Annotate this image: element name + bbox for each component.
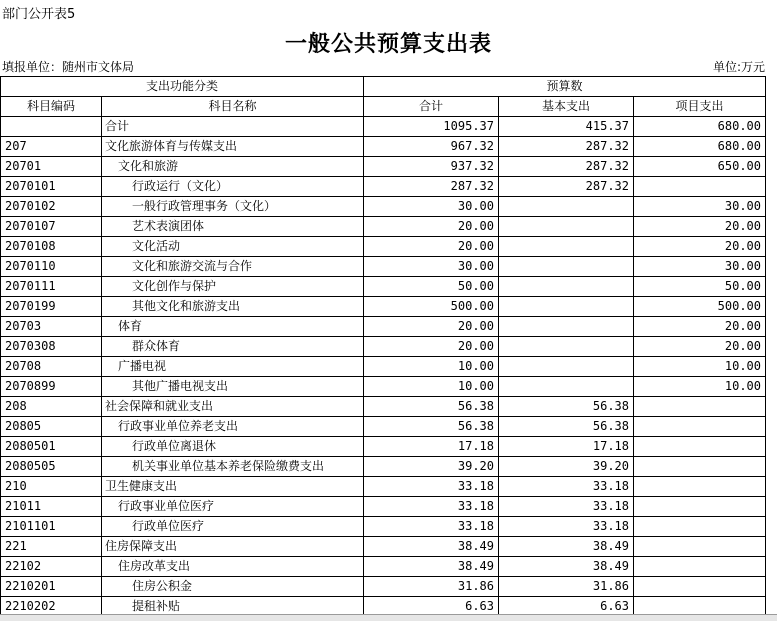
currency-unit: 单位:万元 bbox=[712, 60, 765, 74]
cell-project[interactable]: 10.00 bbox=[634, 357, 766, 377]
cell-code[interactable]: 2070199 bbox=[1, 297, 102, 317]
cell-project[interactable] bbox=[634, 437, 766, 457]
table-row bbox=[1, 417, 766, 437]
cell-name[interactable]: 体育 bbox=[102, 317, 364, 337]
cell-project[interactable] bbox=[634, 537, 766, 557]
reporting-unit: 填报单位：随州市文体局 bbox=[2, 60, 135, 74]
cell-project[interactable] bbox=[634, 577, 766, 597]
cell-project[interactable] bbox=[634, 417, 766, 437]
cell-project[interactable]: 10.00 bbox=[634, 377, 766, 397]
cell-total[interactable]: 20.00 bbox=[364, 337, 499, 357]
cell-code[interactable]: 20703 bbox=[1, 317, 102, 337]
cell-code[interactable]: 2080505 bbox=[1, 457, 102, 477]
cell-code[interactable]: 2070111 bbox=[1, 277, 102, 297]
cell-project[interactable]: 20.00 bbox=[634, 237, 766, 257]
cell-name[interactable]: 群众体育 bbox=[102, 337, 364, 357]
cell-basic[interactable] bbox=[499, 197, 634, 217]
header-name[interactable]: 科目名称 bbox=[102, 97, 364, 117]
cell-code[interactable]: 20701 bbox=[1, 157, 102, 177]
cell-total[interactable]: 287.32 bbox=[364, 177, 499, 197]
cell-name[interactable]: 提租补贴 bbox=[102, 597, 364, 617]
cell-basic[interactable]: 33.18 bbox=[499, 517, 634, 537]
cell-basic[interactable] bbox=[499, 237, 634, 257]
cell-project[interactable] bbox=[634, 457, 766, 477]
budget-table bbox=[0, 76, 766, 617]
cell-name[interactable]: 其他文化和旅游支出 bbox=[102, 297, 364, 317]
cell-basic[interactable] bbox=[499, 377, 634, 397]
cell-project[interactable] bbox=[634, 557, 766, 577]
table-row bbox=[1, 457, 766, 477]
table-row bbox=[1, 557, 766, 577]
cell-code[interactable]: 2080501 bbox=[1, 437, 102, 457]
cell-total[interactable]: 20.00 bbox=[364, 217, 499, 237]
cell-total[interactable]: 20.00 bbox=[364, 237, 499, 257]
cell-total[interactable]: 20.00 bbox=[364, 317, 499, 337]
cell-total[interactable]: 30.00 bbox=[364, 197, 499, 217]
cell-total[interactable]: 33.18 bbox=[364, 477, 499, 497]
cell-project[interactable] bbox=[634, 177, 766, 197]
header-budget-group[interactable]: 预算数 bbox=[364, 77, 766, 97]
cell-name[interactable]: 文化旅游体育与传媒支出 bbox=[102, 137, 364, 157]
table-row bbox=[1, 577, 766, 597]
cell-basic[interactable] bbox=[499, 337, 634, 357]
cell-name[interactable]: 机关事业单位基本养老保险缴费支出 bbox=[102, 457, 364, 477]
cell-basic[interactable]: 38.49 bbox=[499, 537, 634, 557]
cell-basic[interactable]: 56.38 bbox=[499, 417, 634, 437]
cell-name[interactable]: 广播电视 bbox=[102, 357, 364, 377]
cell-total[interactable]: 6.63 bbox=[364, 597, 499, 617]
cell-basic[interactable]: 287.32 bbox=[499, 177, 634, 197]
cell-basic[interactable]: 39.20 bbox=[499, 457, 634, 477]
cell-project[interactable] bbox=[634, 497, 766, 517]
cell-code[interactable]: 208 bbox=[1, 397, 102, 417]
cell-basic[interactable]: 415.37 bbox=[499, 117, 634, 137]
cell-total[interactable]: 56.38 bbox=[364, 397, 499, 417]
table-body bbox=[1, 117, 766, 617]
cell-basic[interactable]: 38.49 bbox=[499, 557, 634, 577]
table-row bbox=[1, 377, 766, 397]
cell-total[interactable]: 30.00 bbox=[364, 257, 499, 277]
cell-project[interactable] bbox=[634, 397, 766, 417]
cell-name[interactable]: 其他广播电视支出 bbox=[102, 377, 364, 397]
table-row bbox=[1, 437, 766, 457]
cell-code[interactable]: 2070101 bbox=[1, 177, 102, 197]
table-row bbox=[1, 337, 766, 357]
cell-code[interactable] bbox=[1, 117, 102, 137]
cell-total[interactable]: 937.32 bbox=[364, 157, 499, 177]
cell-total[interactable]: 967.32 bbox=[364, 137, 499, 157]
cell-total[interactable]: 33.18 bbox=[364, 497, 499, 517]
cell-project[interactable]: 20.00 bbox=[634, 337, 766, 357]
cell-name[interactable]: 住房公积金 bbox=[102, 577, 364, 597]
cell-project[interactable]: 680.00 bbox=[634, 137, 766, 157]
cell-basic[interactable] bbox=[499, 357, 634, 377]
cell-name[interactable]: 卫生健康支出 bbox=[102, 477, 364, 497]
cell-basic[interactable]: 56.38 bbox=[499, 397, 634, 417]
cell-project[interactable]: 680.00 bbox=[634, 117, 766, 137]
cell-code[interactable]: 2210201 bbox=[1, 577, 102, 597]
table-row bbox=[1, 217, 766, 237]
cell-project[interactable] bbox=[634, 477, 766, 497]
cell-name[interactable]: 行政运行（文化） bbox=[102, 177, 364, 197]
cell-total[interactable]: 1095.37 bbox=[364, 117, 499, 137]
corner-label: 部门公开表5 bbox=[2, 7, 76, 22]
table-row bbox=[1, 117, 766, 137]
table-row bbox=[1, 237, 766, 257]
cell-code[interactable]: 20805 bbox=[1, 417, 102, 437]
cell-project[interactable]: 30.00 bbox=[634, 257, 766, 277]
cell-code[interactable]: 207 bbox=[1, 137, 102, 157]
cell-name[interactable]: 一般行政管理事务（文化） bbox=[102, 197, 364, 217]
cell-code[interactable]: 20708 bbox=[1, 357, 102, 377]
header-row-group bbox=[1, 77, 766, 97]
cell-total[interactable]: 17.18 bbox=[364, 437, 499, 457]
table-row bbox=[1, 277, 766, 297]
cell-name[interactable]: 文化和旅游交流与合作 bbox=[102, 257, 364, 277]
cell-project[interactable]: 50.00 bbox=[634, 277, 766, 297]
table-row bbox=[1, 357, 766, 377]
cell-basic[interactable]: 17.18 bbox=[499, 437, 634, 457]
header-code[interactable]: 科目编码 bbox=[1, 97, 102, 117]
table-row bbox=[1, 537, 766, 557]
table-row bbox=[1, 397, 766, 417]
cell-code[interactable]: 2070110 bbox=[1, 257, 102, 277]
cell-code[interactable]: 21011 bbox=[1, 497, 102, 517]
cell-basic[interactable] bbox=[499, 217, 634, 237]
cell-code[interactable]: 22102 bbox=[1, 557, 102, 577]
header-row-columns bbox=[1, 97, 766, 117]
cell-name[interactable]: 文化创作与保护 bbox=[102, 277, 364, 297]
cell-project[interactable] bbox=[634, 517, 766, 537]
cell-project[interactable]: 20.00 bbox=[634, 317, 766, 337]
cell-basic[interactable]: 287.32 bbox=[499, 157, 634, 177]
table-row bbox=[1, 477, 766, 497]
header-basic[interactable]: 基本支出 bbox=[499, 97, 634, 117]
table-row bbox=[1, 137, 766, 157]
cell-project[interactable]: 500.00 bbox=[634, 297, 766, 317]
cell-code[interactable]: 2070107 bbox=[1, 217, 102, 237]
cell-project[interactable]: 20.00 bbox=[634, 217, 766, 237]
cell-name[interactable]: 住房保障支出 bbox=[102, 537, 364, 557]
cell-basic[interactable]: 6.63 bbox=[499, 597, 634, 617]
table-row bbox=[1, 157, 766, 177]
cell-name[interactable]: 行政事业单位医疗 bbox=[102, 497, 364, 517]
cell-basic[interactable] bbox=[499, 297, 634, 317]
cell-code[interactable]: 2210202 bbox=[1, 597, 102, 617]
cell-project[interactable]: 650.00 bbox=[634, 157, 766, 177]
header-function-group[interactable]: 支出功能分类 bbox=[1, 77, 364, 97]
cell-total[interactable]: 50.00 bbox=[364, 277, 499, 297]
table-row bbox=[1, 177, 766, 197]
cell-basic[interactable] bbox=[499, 257, 634, 277]
cell-total[interactable]: 56.38 bbox=[364, 417, 499, 437]
page-title: 一般公共预算支出表 bbox=[284, 32, 492, 57]
cell-total[interactable]: 500.00 bbox=[364, 297, 499, 317]
cell-name[interactable]: 文化和旅游 bbox=[102, 157, 364, 177]
table-row bbox=[1, 257, 766, 277]
cell-total[interactable]: 39.20 bbox=[364, 457, 499, 477]
cell-name[interactable]: 行政事业单位养老支出 bbox=[102, 417, 364, 437]
cell-basic[interactable]: 33.18 bbox=[499, 497, 634, 517]
cell-basic[interactable] bbox=[499, 317, 634, 337]
cell-name[interactable]: 合计 bbox=[102, 117, 364, 137]
header-project[interactable]: 项目支出 bbox=[634, 97, 766, 117]
header-total[interactable]: 合计 bbox=[364, 97, 499, 117]
cell-name[interactable]: 行政单位离退休 bbox=[102, 437, 364, 457]
cell-code[interactable]: 2070102 bbox=[1, 197, 102, 217]
table-row bbox=[1, 297, 766, 317]
cell-name[interactable]: 住房改革支出 bbox=[102, 557, 364, 577]
cell-project[interactable]: 30.00 bbox=[634, 197, 766, 217]
cell-code[interactable]: 2101101 bbox=[1, 517, 102, 537]
cell-code[interactable]: 2070308 bbox=[1, 337, 102, 357]
cell-name[interactable]: 行政单位医疗 bbox=[102, 517, 364, 537]
cell-total[interactable]: 10.00 bbox=[364, 377, 499, 397]
table-row bbox=[1, 517, 766, 537]
cell-total[interactable]: 38.49 bbox=[364, 557, 499, 577]
cell-code[interactable]: 221 bbox=[1, 537, 102, 557]
table-row bbox=[1, 317, 766, 337]
cell-basic[interactable]: 31.86 bbox=[499, 577, 634, 597]
cell-total[interactable]: 38.49 bbox=[364, 537, 499, 557]
cell-total[interactable]: 31.86 bbox=[364, 577, 499, 597]
cell-basic[interactable]: 287.32 bbox=[499, 137, 634, 157]
cell-code[interactable]: 2070899 bbox=[1, 377, 102, 397]
cell-code[interactable]: 210 bbox=[1, 477, 102, 497]
table-row bbox=[1, 197, 766, 217]
table-row bbox=[1, 497, 766, 517]
cell-total[interactable]: 33.18 bbox=[364, 517, 499, 537]
cell-name[interactable]: 社会保障和就业支出 bbox=[102, 397, 364, 417]
cell-total[interactable]: 10.00 bbox=[364, 357, 499, 377]
cell-basic[interactable]: 33.18 bbox=[499, 477, 634, 497]
cell-name[interactable]: 艺术表演团体 bbox=[102, 217, 364, 237]
cell-name[interactable]: 文化活动 bbox=[102, 237, 364, 257]
cell-basic[interactable] bbox=[499, 277, 634, 297]
cell-code[interactable]: 2070108 bbox=[1, 237, 102, 257]
